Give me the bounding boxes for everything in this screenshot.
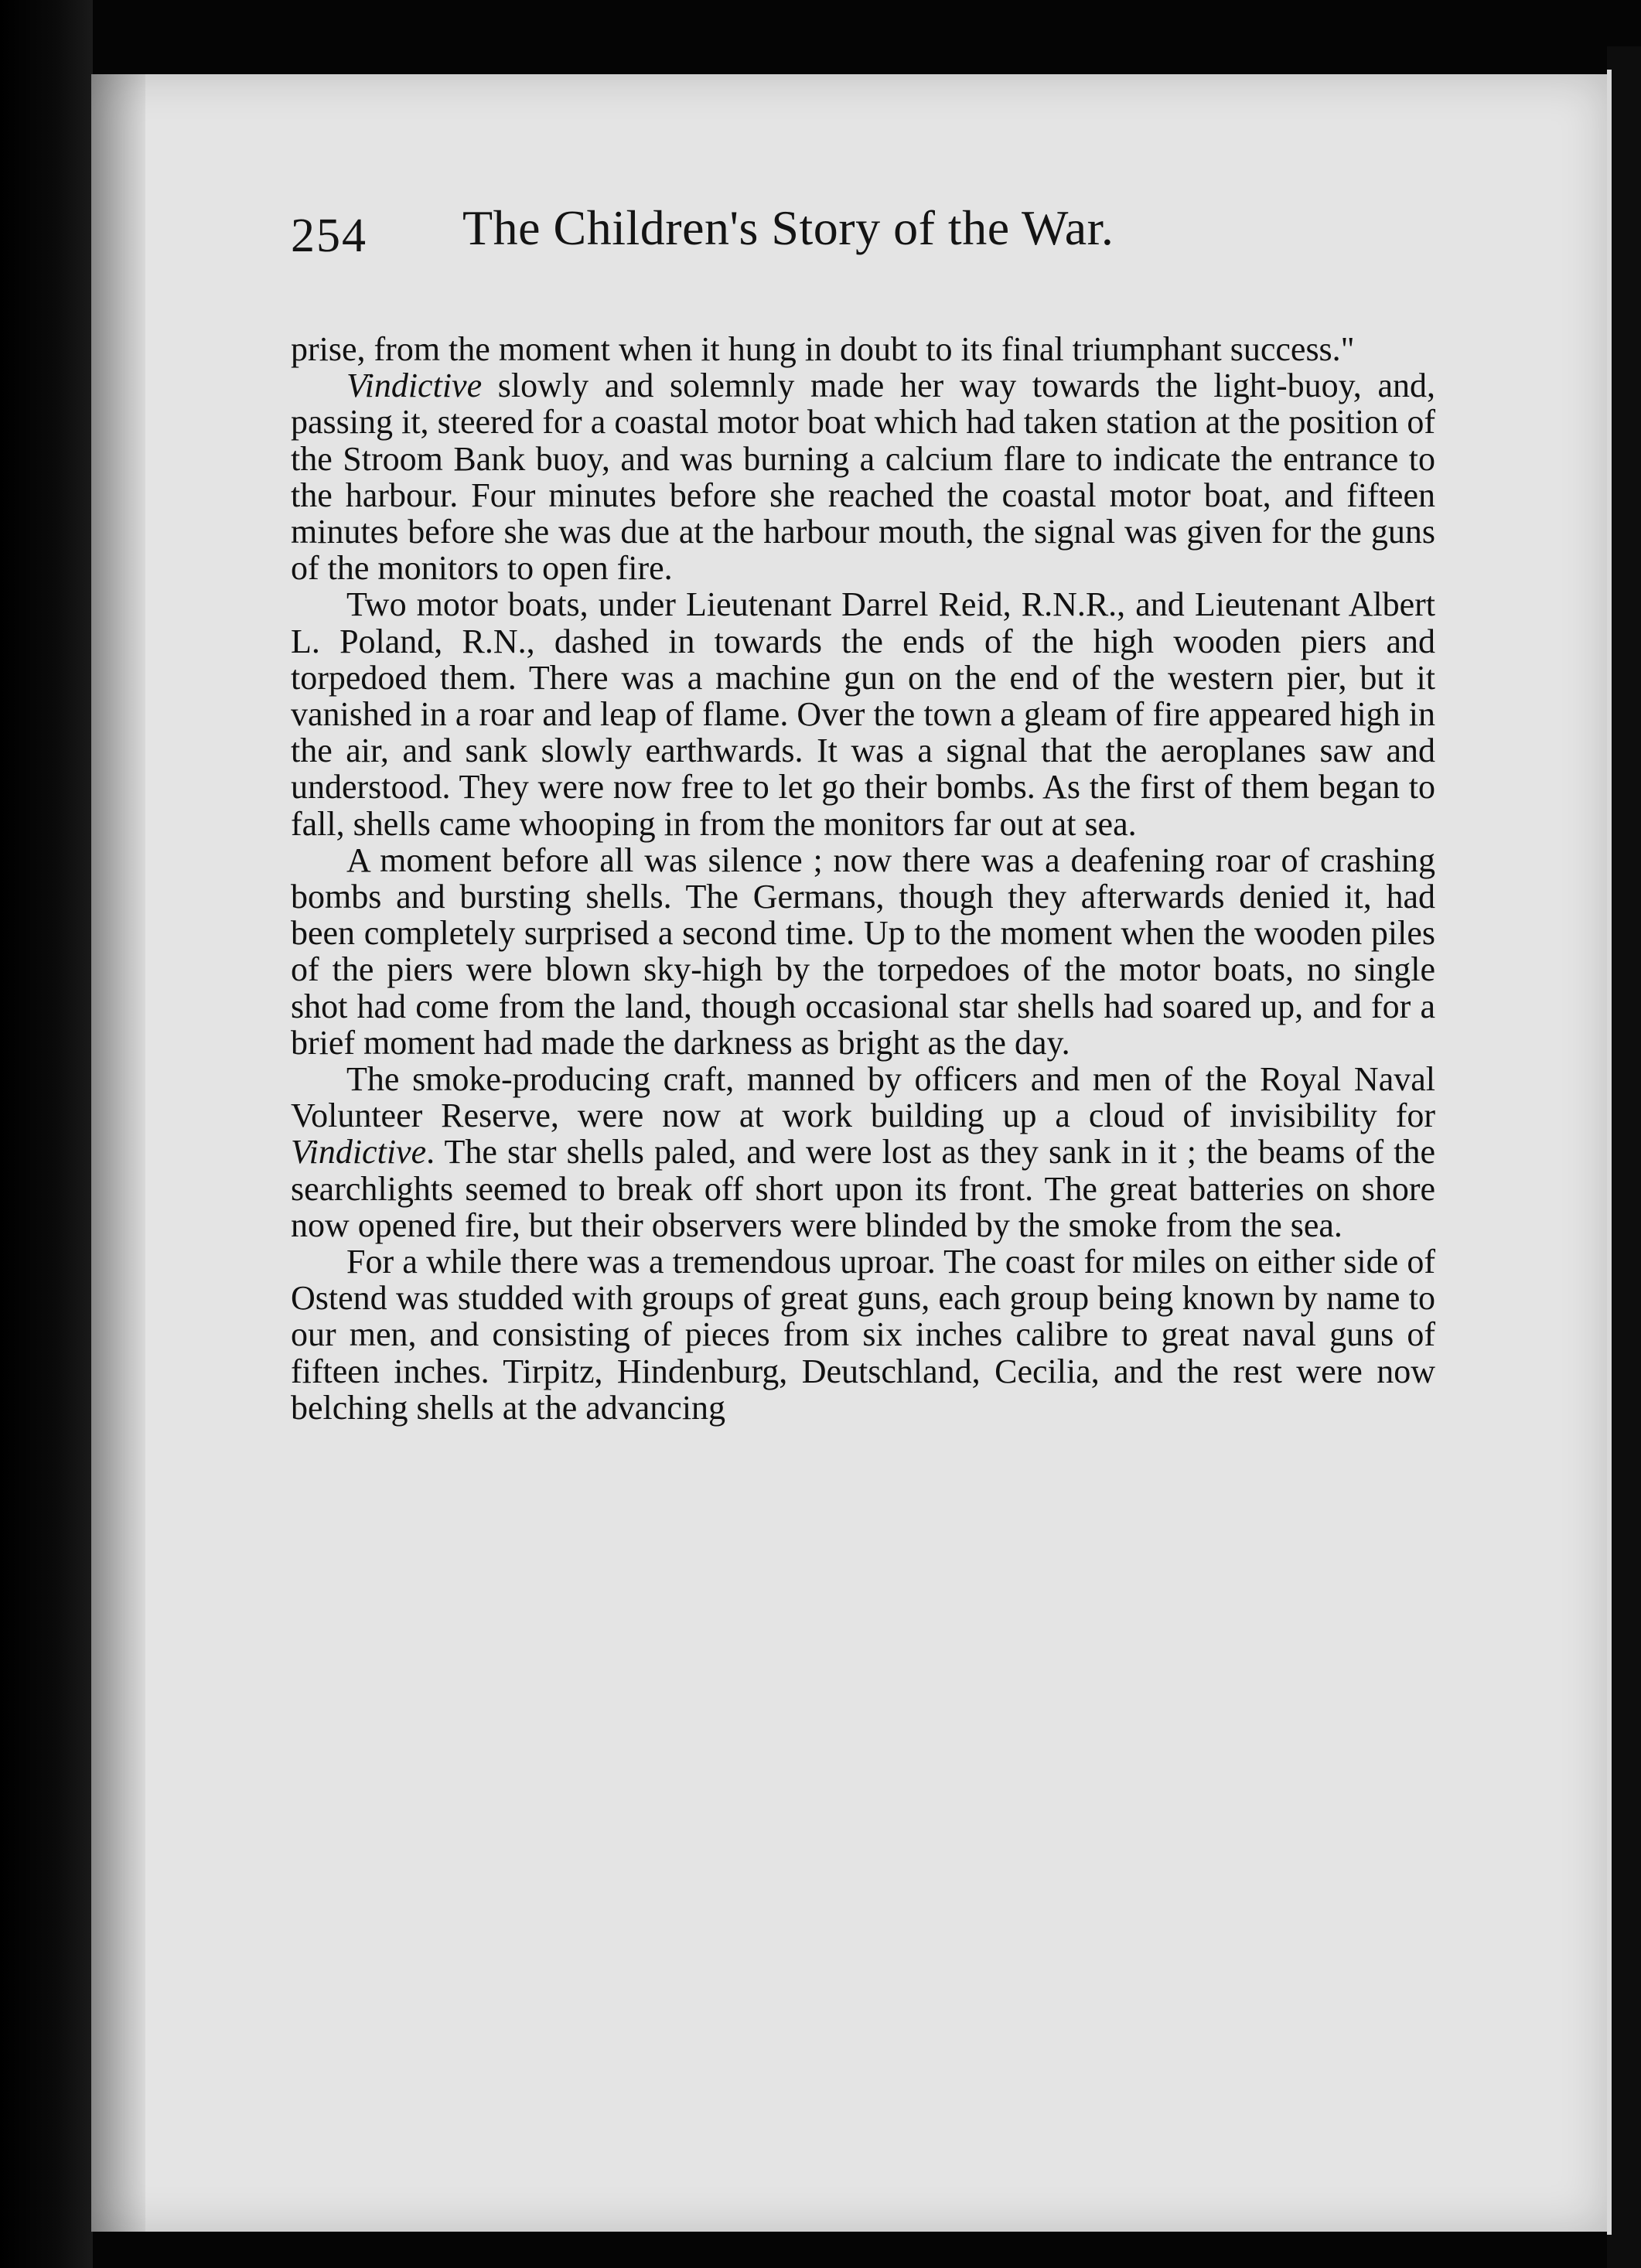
page-number: 254 [291, 210, 367, 262]
paragraph-6: For a while there was a tremendous uproar. The coast for miles on either side of Ostend was studded with groups of great guns, each group being known by name to our men, and consisting of pieces from six inches calibre to great naval guns of fifteen inches. Tirpitz, Hindenburg, Deutschland, Cecilia, and the rest were now belching shells at the advancing [291, 1243, 1435, 1427]
page-header [291, 178, 1435, 278]
paragraph-1: prise, from the moment when it hung in doubt to its final triumphant success." [291, 330, 1355, 368]
scan-right-edge [1607, 46, 1641, 2268]
page-gutter-shadow [91, 74, 145, 2232]
paragraph-5: The smoke-producing craft, manned by officers and men of the Royal Naval Volunteer Reserve, were now at work building up a cloud of invisibility for Vindictive. The star shells paled, and were lost as they sank in it ; the beams of the searchlights seemed to break off short upon its front. The great batteries on shore now opened fire, but their observers were blinded by the smoke from the sea. [291, 1060, 1435, 1244]
paragraph-2: Vindictive slowly and solemnly made her way towards the light-buoy, and, passing it, steered for a coastal motor boat which had taken station at the position of the Stroom Bank buoy, and was burning a calcium flare to indicate the entrance to the harbour. Four minutes before she reached the coastal motor boat, and fifteen minutes before she was due at the harbour mouth, the signal was given for the guns of the monitors to open fire. [291, 367, 1435, 588]
body-text [291, 331, 1435, 1426]
running-title: The Children's Story of the War. [462, 200, 1114, 255]
ship-name-italic: Vindictive [291, 1133, 427, 1172]
paragraph-4: A moment before all was silence ; now there was a deafening roar of crashing bombs and bursting shells. The Germans, though they afterwards denied it, had been completely surprised a second time. Up to the moment when the wooden piles of the piers were blown sky-high by the torpedoes of the motor boats, no single shot had come from the land, though occasional star shells had soared up, and for a brief moment had made the darkness as bright as the day. [291, 841, 1435, 1062]
ship-name-italic: Vindictive [346, 367, 483, 405]
scan-left-edge [0, 0, 93, 2268]
page-edge-line [1607, 70, 1612, 2235]
paragraph-3: Two motor boats, under Lieutenant Darrel Reid, R.N.R., and Lieutenant Albert L. Poland, R.N., dashed in towards the ends of the high wooden piers and torpedoed them. There was a machine gun on the end of the western pier, but it vanished in a roar and leap of flame. Over the town a gleam of fire appeared high in the air, and sank slowly earthwards. It was a signal that the aeroplanes saw and understood. They were now free to let go their bombs. As the first of them began to fall, shells came whooping in from the monitors far out at sea. [291, 585, 1435, 843]
